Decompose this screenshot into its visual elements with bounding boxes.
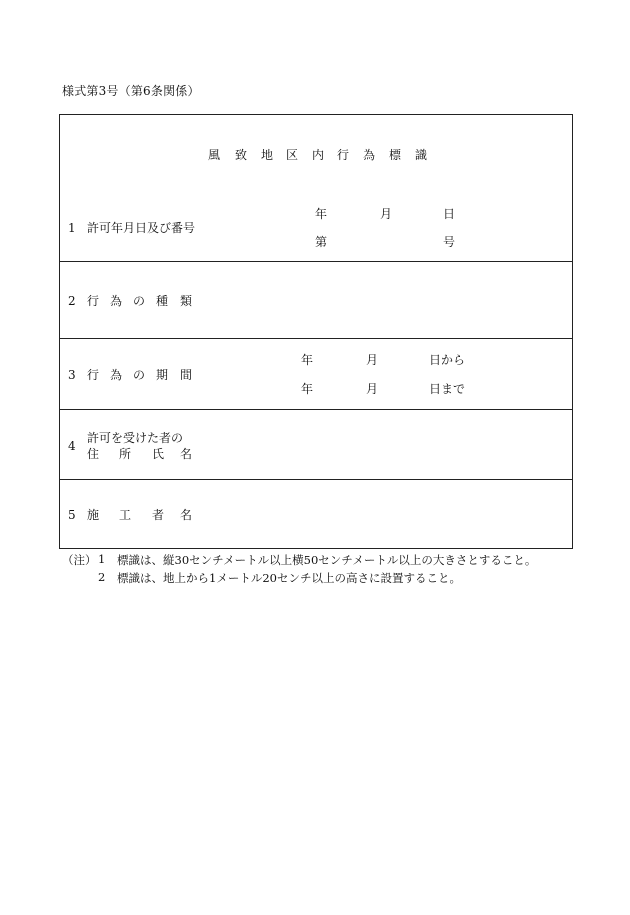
title-char: 為: [363, 148, 376, 162]
row-divider: [60, 409, 572, 410]
title-char: 致: [235, 148, 248, 162]
row-number: 1: [68, 221, 76, 235]
from-month: 月: [366, 353, 379, 367]
until-month: 月: [366, 382, 379, 396]
until-year: 年: [301, 382, 314, 396]
label-char: 間: [180, 368, 193, 382]
row-number: 4: [68, 439, 76, 453]
row-number: 2: [68, 294, 76, 308]
from-day: 日から: [429, 353, 466, 367]
row-number: 5: [68, 508, 76, 522]
note-number: 1: [98, 552, 106, 566]
month-char: 月: [380, 207, 393, 221]
label-char: 住: [87, 447, 100, 461]
title-char: 標: [389, 148, 402, 162]
note-text: 標識は、地上から1メートル20センチ以上の高さに設置すること。: [117, 571, 461, 585]
day-char: 日: [443, 207, 456, 221]
note-text: 標識は、縦30センチメートル以上横50センチメートル以上の大きさとすること。: [117, 553, 537, 567]
title-char: 行: [337, 148, 350, 162]
number-suffix: 号: [443, 235, 456, 249]
row-divider: [60, 261, 572, 262]
title-char: 風: [208, 148, 221, 162]
row-label: 許可年月日及び番号: [87, 221, 196, 235]
title-char: 区: [286, 148, 299, 162]
label-char: 工: [119, 508, 132, 522]
label-char: の: [133, 368, 146, 382]
row-label: 許可を受けた者の: [87, 431, 184, 445]
title-char: 地: [261, 148, 274, 162]
label-char: 行: [87, 368, 100, 382]
until-day: 日まで: [429, 382, 466, 396]
label-char: 所: [119, 447, 132, 461]
label-char: 為: [110, 294, 123, 308]
row-number: 3: [68, 368, 76, 382]
label-char: 者: [152, 508, 165, 522]
number-prefix: 第: [315, 235, 328, 249]
label-char: 類: [180, 294, 193, 308]
title-char: 内: [312, 148, 325, 162]
sign-form-table: [59, 114, 573, 549]
label-char: 為: [110, 368, 123, 382]
note-number: 2: [98, 570, 106, 584]
label-char: 行: [87, 294, 100, 308]
label-char: の: [133, 294, 146, 308]
label-char: 名: [180, 508, 193, 522]
notes-prefix: （注）: [62, 553, 97, 567]
from-year: 年: [301, 353, 314, 367]
year-char: 年: [315, 207, 328, 221]
label-char: 施: [87, 508, 100, 522]
row-divider: [60, 479, 572, 480]
row-divider: [60, 338, 572, 339]
label-char: 期: [156, 368, 169, 382]
form-number: 様式第3号（第6条関係）: [62, 84, 200, 98]
label-char: 種: [156, 294, 169, 308]
title-char: 識: [415, 148, 428, 162]
label-char: 名: [180, 447, 193, 461]
label-char: 氏: [152, 447, 165, 461]
